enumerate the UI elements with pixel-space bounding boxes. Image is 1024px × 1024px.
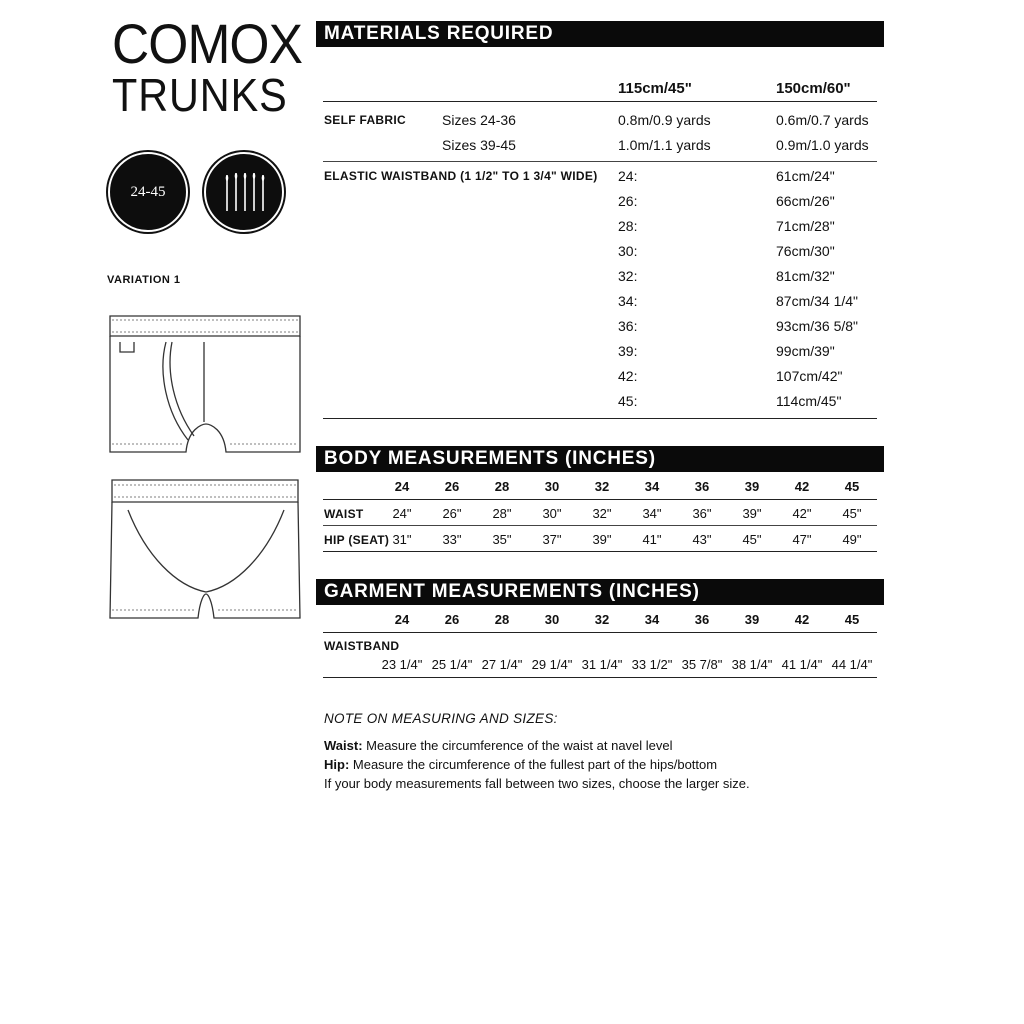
elastic-size: 32:: [618, 268, 638, 284]
elastic-length: 99cm/39": [776, 343, 835, 359]
hip-cell: 47": [792, 532, 812, 547]
twin-needle-icon: [204, 152, 284, 232]
hip-cell: 39": [592, 532, 612, 547]
elastic-length: 93cm/36 5/8": [776, 318, 859, 334]
waist-cell: 30": [542, 506, 562, 521]
elastic-size: 24:: [618, 168, 638, 184]
elastic-label: ELASTIC WAISTBAND (1 1/2" TO 1 3/4" WIDE): [324, 169, 598, 183]
waist-cell: 42": [792, 506, 812, 521]
garment-bottom-rule: [323, 677, 877, 678]
note-waist: [324, 738, 673, 753]
materials-bottom-rule: [323, 418, 877, 419]
garment-header-rule: [323, 632, 877, 633]
trunks-front-drawing: [106, 312, 306, 462]
waistband-cell: 44 1/4": [831, 657, 873, 672]
elastic-size: 28:: [618, 218, 638, 234]
garment-size-header: 28: [494, 612, 510, 627]
note-waist-term: Waist:: [324, 738, 363, 753]
waistband-label: WAISTBAND: [324, 639, 400, 653]
hip-label: HIP (SEAT): [324, 533, 390, 547]
body-row-divider: [323, 525, 877, 526]
elastic-length: 66cm/26": [776, 193, 835, 209]
elastic-length: 81cm/32": [776, 268, 835, 284]
waistband-cell: 33 1/2": [631, 657, 673, 672]
body-size-header: 42: [794, 479, 810, 494]
body-size-header: 24: [394, 479, 410, 494]
size-range-badge: [108, 152, 188, 232]
trunks-back-drawing: [106, 476, 306, 626]
needle-glyph: [219, 167, 269, 217]
pattern-title-line2: TRUNKS: [112, 69, 288, 121]
materials-header-rule: [323, 101, 877, 102]
materials-col-150: 150cm/60": [776, 80, 851, 97]
self-fabric-label: SELF FABRIC: [324, 113, 406, 127]
materials-heading: MATERIALS REQUIRED: [316, 21, 884, 47]
garment-size-header: 39: [744, 612, 760, 627]
body-size-header: 34: [644, 479, 660, 494]
elastic-size: 34:: [618, 293, 638, 309]
materials-divider: [323, 161, 877, 162]
waistband-cell: 41 1/4": [781, 657, 823, 672]
elastic-length: 71cm/28": [776, 218, 835, 234]
hip-cell: 37": [542, 532, 562, 547]
body-size-header: 36: [694, 479, 710, 494]
elastic-length: 87cm/34 1/4": [776, 293, 859, 309]
elastic-size: 26:: [618, 193, 638, 209]
waistband-cell: 35 7/8": [681, 657, 723, 672]
waistband-cell: 29 1/4": [531, 657, 573, 672]
waistband-cell: 27 1/4": [481, 657, 523, 672]
elastic-size: 30:: [618, 243, 638, 259]
body-size-header: 30: [544, 479, 560, 494]
hip-cell: 41": [642, 532, 662, 547]
note-hip-term: Hip:: [324, 757, 350, 772]
pattern-title-line1: COMOX: [112, 12, 303, 75]
note-hip-text: Measure the circumference of the fullest part of the hips/bottom: [349, 757, 718, 772]
body-size-header: 45: [844, 479, 860, 494]
waistband-cell: 31 1/4": [581, 657, 623, 672]
elastic-size: 42:: [618, 368, 638, 384]
garment-size-header: 32: [594, 612, 610, 627]
waist-cell: 26": [442, 506, 462, 521]
garment-size-header: 36: [694, 612, 710, 627]
elastic-length: 114cm/45": [776, 393, 842, 409]
note-hip: [324, 757, 717, 772]
body-bottom-rule: [323, 551, 877, 552]
waist-cell: 28": [492, 506, 512, 521]
note-between-sizes: If your body measurements fall between two sizes, choose the larger size.: [324, 776, 750, 791]
hip-cell: 45": [742, 532, 762, 547]
size-range-text: 24-45: [130, 183, 166, 200]
elastic-length: 107cm/42": [776, 368, 843, 384]
garment-size-header: 26: [444, 612, 460, 627]
body-size-header: 32: [594, 479, 610, 494]
self-fabric-150: 0.9m/1.0 yards: [776, 137, 869, 153]
garment-size-header: 24: [394, 612, 410, 627]
self-fabric-sizes: Sizes 24-36: [442, 112, 516, 128]
note-waist-text: Measure the circumference of the waist at navel level: [362, 738, 673, 753]
self-fabric-sizes: Sizes 39-45: [442, 137, 516, 153]
notes-title: NOTE ON MEASURING AND SIZES:: [324, 711, 558, 726]
waist-cell: 32": [592, 506, 612, 521]
body-size-header: 39: [744, 479, 760, 494]
materials-col-115: 115cm/45": [618, 80, 692, 97]
body-size-header: 28: [494, 479, 510, 494]
elastic-length: 61cm/24": [776, 168, 835, 184]
garment-size-header: 45: [844, 612, 860, 627]
waist-label: WAIST: [324, 507, 364, 521]
elastic-size: 45:: [618, 393, 638, 409]
garment-heading: GARMENT MEASUREMENTS (INCHES): [316, 579, 884, 605]
hip-cell: 49": [842, 532, 862, 547]
body-header-rule: [323, 499, 877, 500]
self-fabric-115: 0.8m/0.9 yards: [618, 112, 711, 128]
waist-cell: 45": [842, 506, 862, 521]
hip-cell: 33": [442, 532, 462, 547]
garment-size-header: 42: [794, 612, 810, 627]
garment-size-header: 34: [644, 612, 660, 627]
elastic-size: 39:: [618, 343, 638, 359]
waistband-cell: 38 1/4": [731, 657, 773, 672]
body-heading: BODY MEASUREMENTS (INCHES): [316, 446, 884, 472]
garment-size-header: 30: [544, 612, 560, 627]
body-size-header: 26: [444, 479, 460, 494]
elastic-length: 76cm/30": [776, 243, 835, 259]
waistband-cell: 25 1/4": [431, 657, 473, 672]
waist-cell: 39": [742, 506, 762, 521]
hip-cell: 43": [692, 532, 712, 547]
waist-cell: 34": [642, 506, 662, 521]
hip-cell: 35": [492, 532, 512, 547]
waist-cell: 24": [392, 506, 412, 521]
variation-label: VARIATION 1: [107, 274, 181, 286]
hip-cell: 31": [392, 532, 412, 547]
waist-cell: 36": [692, 506, 712, 521]
self-fabric-115: 1.0m/1.1 yards: [618, 137, 711, 153]
self-fabric-150: 0.6m/0.7 yards: [776, 112, 869, 128]
waistband-cell: 23 1/4": [381, 657, 423, 672]
elastic-size: 36:: [618, 318, 638, 334]
